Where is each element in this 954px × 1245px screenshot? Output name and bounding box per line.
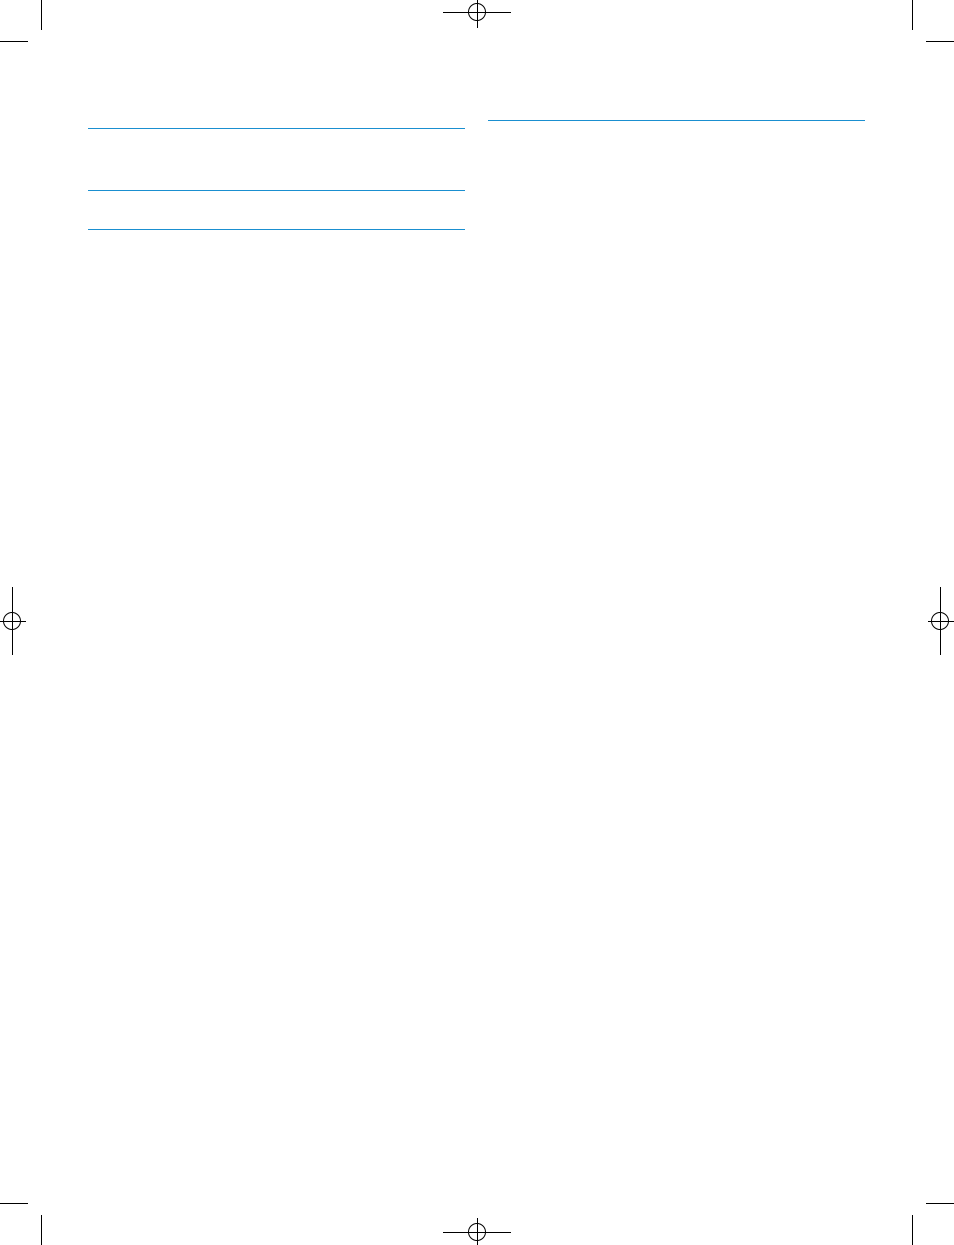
crop-mark: [0, 41, 28, 42]
registration-target-icon: [3, 612, 21, 630]
crop-mark: [912, 0, 913, 30]
spec-label: [488, 160, 660, 168]
crop-mark: [912, 1215, 913, 1245]
crop-mark: [926, 1203, 954, 1204]
delivery-monitoring-heading: [88, 226, 465, 230]
right-column: [488, 117, 865, 251]
spec-value: [660, 160, 865, 168]
alarm-settings-heading: [488, 117, 865, 121]
crop-mark: [926, 41, 954, 42]
spec-value: [660, 211, 865, 227]
spec-label: [488, 211, 660, 227]
spec-value: [660, 184, 865, 203]
spec-label: [488, 184, 660, 203]
spec-row: [488, 160, 865, 168]
left-column: [88, 117, 465, 285]
peep-heading: [88, 125, 465, 129]
registration-target-icon: [468, 3, 486, 21]
spec-row: [88, 152, 465, 171]
crop-mark: [0, 1203, 28, 1204]
crop-mark: [41, 0, 42, 30]
spec-row: [488, 211, 865, 227]
registration-target-icon: [468, 1223, 486, 1241]
spec-row: [488, 184, 865, 203]
crop-mark: [41, 1215, 42, 1245]
spec-label: [88, 152, 260, 171]
spec-value: [260, 152, 465, 171]
registration-target-icon: [931, 612, 949, 630]
ventilator-performance-heading: [88, 187, 465, 191]
